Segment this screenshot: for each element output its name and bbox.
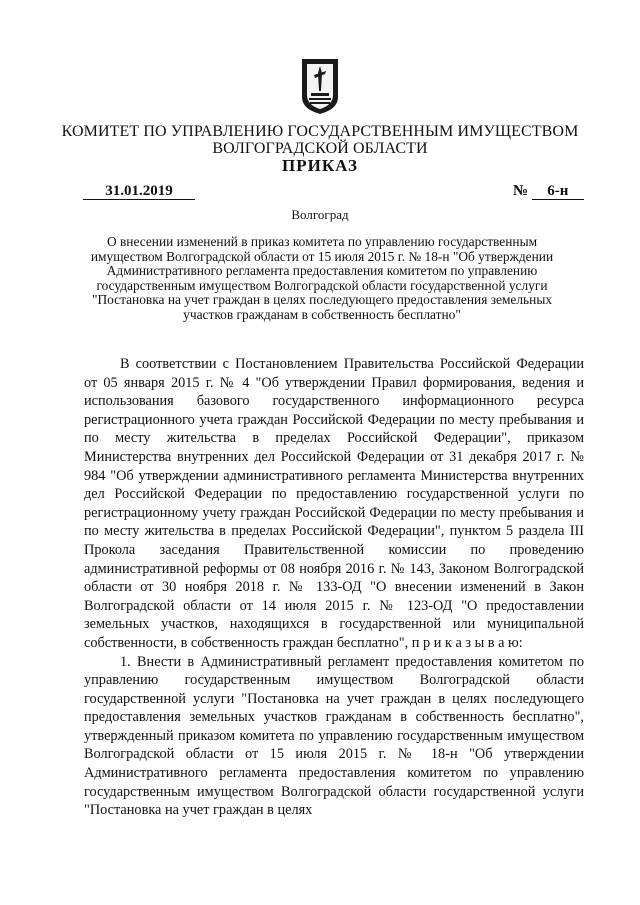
city: Волгоград (291, 207, 349, 222)
body-paragraph-1: В соответствии с Постановлением Правительства Российской Федерации от 05 января 2015 г. № 4 "Об утверждении Правил формирования, ведения и использования базового государственного информационного ресурса регистрационного учета граждан Российской Федерации по месту пребывания и по месту жительства в пределах Российской Федерации", приказом Министерства внутренних дел Российской Федерации от 31 декабря 2017 г. № 984 "Об утверждении административного регламента Министерства внутренних дел Российской Федерации по предоставлению государственной услуги по регистрационному учету граждан Российской Федерации по месту пребывания и по месту жительства в пределах Российской Федерации", пунктом 5 раздела III Прокола заседания Правительственной комиссии по проведению административной реформы от 08 ноября 2016 г. № 143, Законом Волгоградской области от 30 ноября 2018 г. № 133-ОД "О внесении изменений в Закон Волгоградской области от 14 июля 2015 г. № 123-ОД "О предоставлении земельных участков, находящихся в государственной или муниципальной собственности, в собственность граждан бесплатно", п р и к а з ы в а ю: (84, 356, 584, 651)
document-title: ПРИКАЗ (282, 156, 358, 175)
document-subject: О внесении изменений в приказ комитета по управлению государственным имуществом Волгоградской области от 15 июля 2015 г. № 18-н "Об утверждении Административного регламента предоставления комитетом по управлению государственным имуществом Волгоградской области государственной услуги "Постановка на учет граждан в целях последующего предоставления земельных участков гражданам в собственность бесплатно" (90, 234, 554, 322)
document-number: 6-н (532, 183, 584, 200)
body-paragraph-2: 1. Внести в Административный регламент предоставления комитетом по управлению государственным имуществом Волгоградской области государственной услуги "Постановка на учет граждан в целях последующего предоставления земельных участков гражданам в собственность бесплатно", утвержденный приказом комитета по управлению государственным имуществом Волгоградской области от 15 июля 2015 г. № 18-н "Об утверждении Административного регламента предоставления комитетом по управлению государственным имуществом Волгоградской области государственной услуги "Постановка на учет граждан в целях (84, 653, 584, 819)
org-name-line2: ВОЛГОГРАДСКОЙ ОБЛАСТИ (212, 140, 428, 157)
document-date: 31.01.2019 (83, 183, 195, 200)
number-sign: № (513, 183, 529, 199)
document-body (84, 355, 584, 820)
coat-of-arms-icon (300, 57, 340, 115)
org-name-line1: КОМИТЕТ ПО УПРАВЛЕНИЮ ГОСУДАРСТВЕННЫМ ИМУЩЕСТВОМ (61, 123, 579, 140)
document-number-block (513, 183, 584, 200)
